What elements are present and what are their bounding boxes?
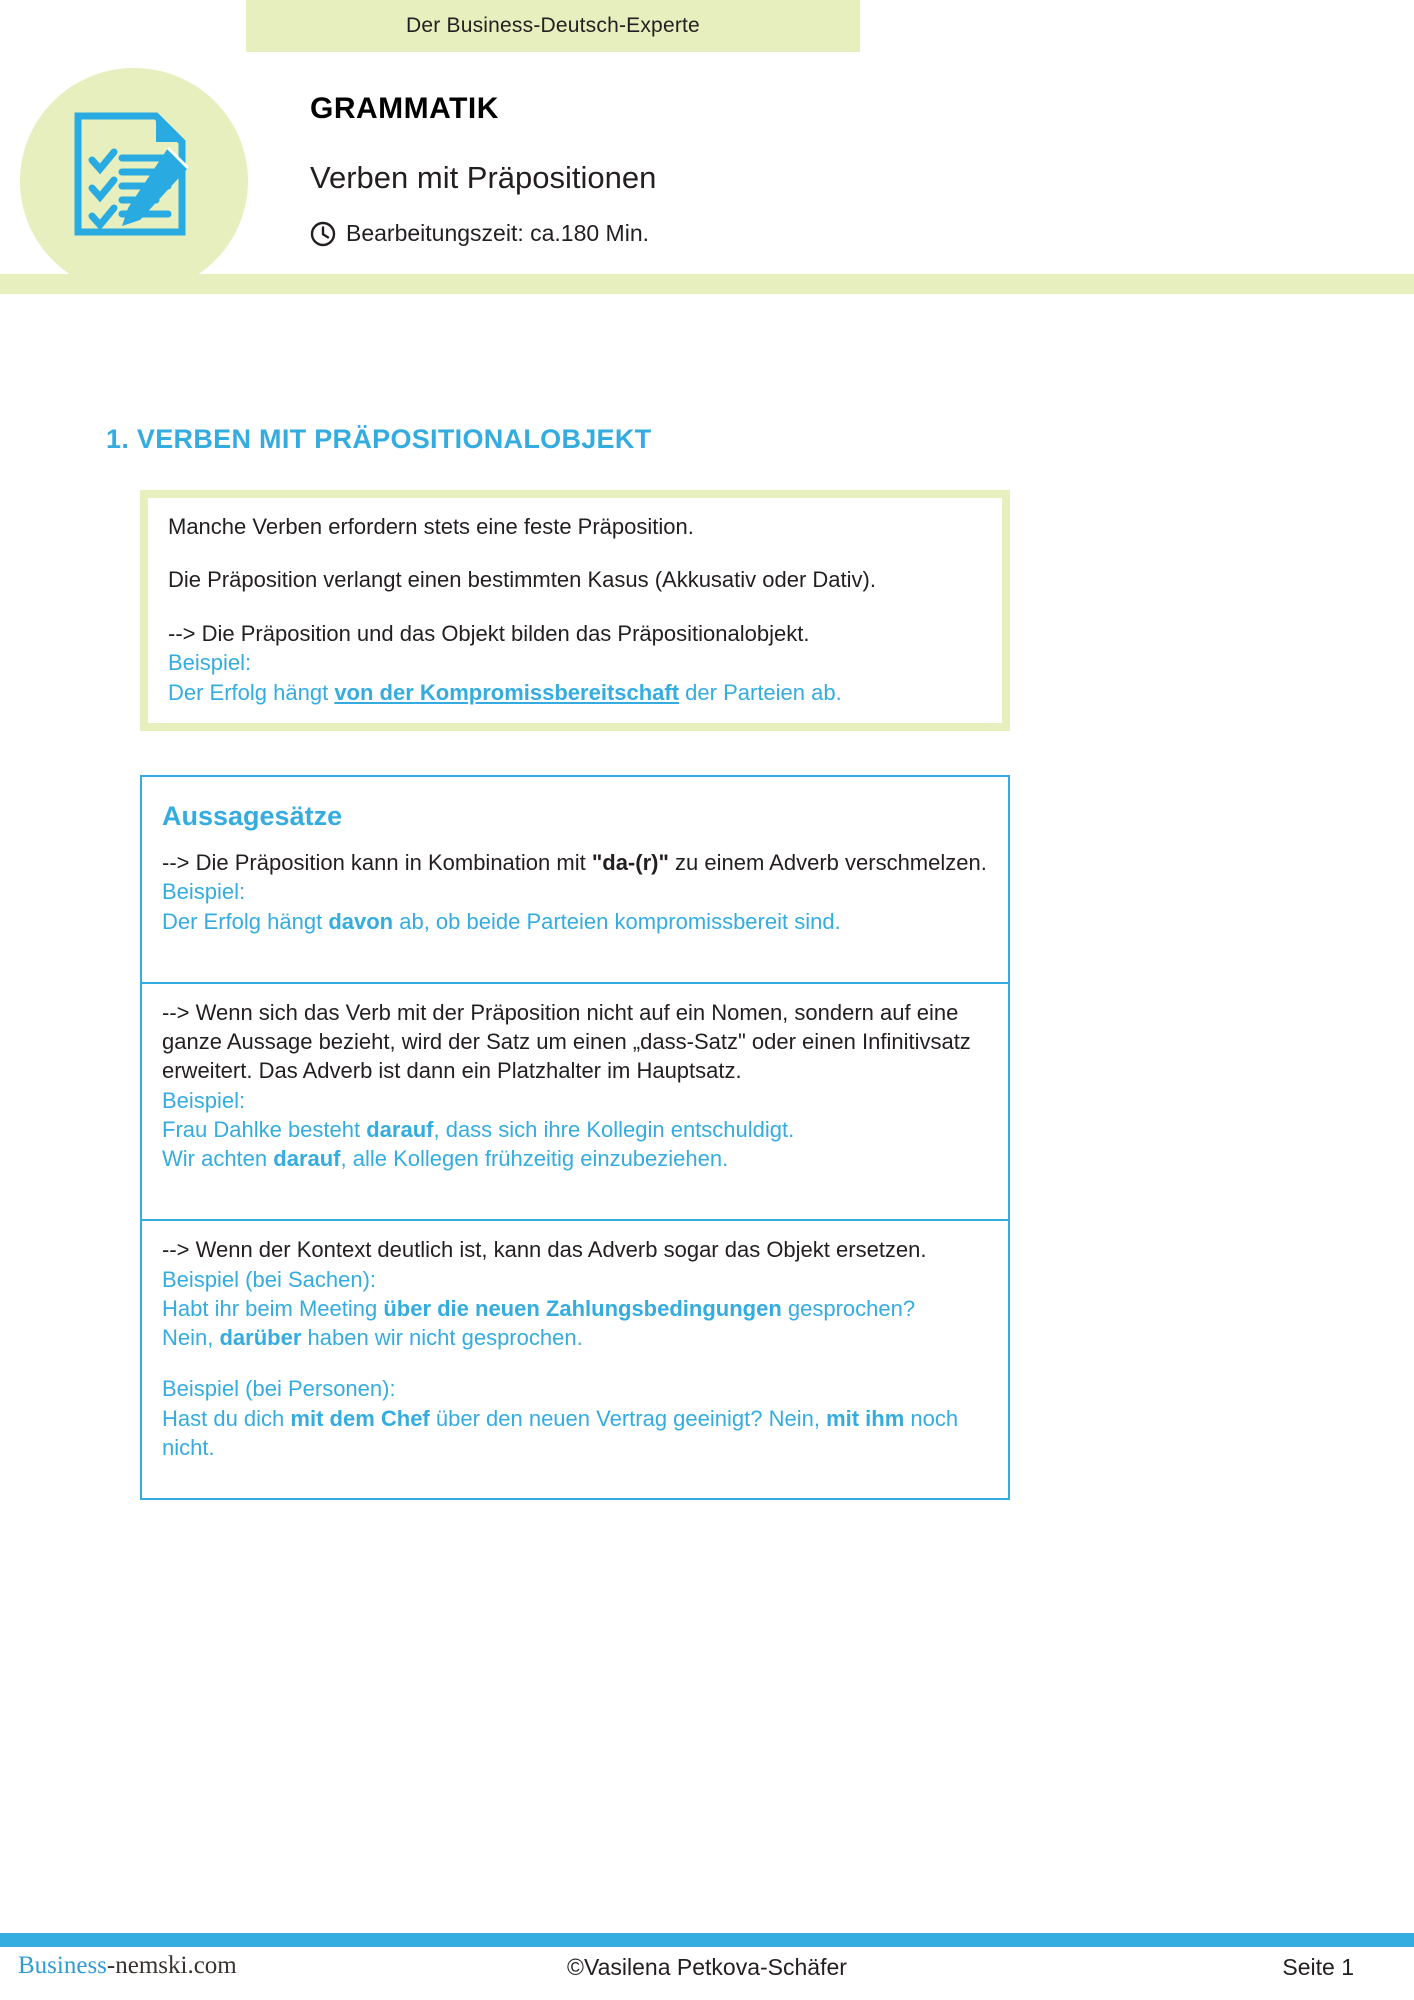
block1-example-label: Beispiel: xyxy=(162,879,246,905)
block2-example1-highlight: darauf xyxy=(366,1116,434,1142)
header-divider-rule xyxy=(0,274,1414,294)
brand-band xyxy=(246,0,860,52)
block3-sachen-q-pre: Habt ihr beim Meeting xyxy=(162,1295,384,1321)
site-logo-blue: Business xyxy=(18,1952,107,1979)
statements-block-2 xyxy=(142,982,1008,1210)
green-rule-line-2: Die Präposition verlangt einen bestimmten Kasus (Akkusativ oder Dativ). xyxy=(168,567,876,593)
block2-example2-pre: Wir achten xyxy=(162,1146,274,1171)
footer-copyright: ©Vasilena Petkova-Schäfer xyxy=(567,1954,847,1980)
block3-personen-post: noch nicht. xyxy=(162,1405,959,1460)
block3-personen-sentence xyxy=(162,1404,988,1463)
block2-example1-pre: Frau Dahlke besteht xyxy=(162,1116,367,1142)
block1-example-post: ab, ob beide Parteien kompromissbereit sind. xyxy=(393,908,841,934)
block3-personen-pre: Hast du dich xyxy=(162,1405,291,1431)
statements-block-3 xyxy=(142,1219,1008,1498)
block2-example-sentence-2 xyxy=(162,1144,988,1173)
block1-spacer xyxy=(162,936,988,964)
checklist-pencil-icon xyxy=(64,104,204,244)
block3-sachen-label: Beispiel (bei Sachen): xyxy=(162,1266,377,1292)
rule-box-green xyxy=(140,490,1010,731)
header-text-group xyxy=(310,92,1210,247)
block2-rule: --> Wenn sich das Verb mit der Präposition nicht auf ein Nomen, sondern auf eine ganze Aussage bezieht, wird der Satz um einen „dass-Satz" oder einen Infinitivsatz erweitert. Das Adverb ist dann ein Platzhalter im Hauptsatz. xyxy=(162,999,971,1084)
block3-sachen-a-highlight: darüber xyxy=(219,1325,302,1350)
block3-sachen-a-pre: Nein, xyxy=(162,1325,220,1350)
site-logo-dark: -nemski.com xyxy=(106,1952,237,1979)
statements-box-blue xyxy=(140,775,1010,1500)
footer-divider-rule xyxy=(0,1933,1414,1947)
block3-personen-highlight-2: mit ihm xyxy=(826,1405,905,1431)
page-title: Verben mit Präpositionen xyxy=(310,160,657,195)
block1-rule-highlight: "da-(r)" xyxy=(591,850,669,875)
statements-box-title: Aussagesätze xyxy=(162,801,343,831)
block1-rule-pre: --> Die Präposition kann in Kombination mit xyxy=(162,850,592,875)
block3-sachen-q-post: gesprochen? xyxy=(781,1295,916,1321)
block2-example2-post: , alle Kollegen frühzeitig einzubeziehen. xyxy=(340,1146,729,1171)
green-example-label: Beispiel: xyxy=(168,650,252,676)
green-rule-line-1: Manche Verben erfordern stets eine feste Präposition. xyxy=(168,514,694,539)
block2-example-label: Beispiel: xyxy=(162,1087,246,1113)
block3-rule: --> Wenn der Kontext deutlich ist, kann das Adverb sogar das Objekt ersetzen. xyxy=(162,1237,927,1263)
block2-spacer xyxy=(162,1173,988,1201)
page-footer xyxy=(0,1952,1414,2000)
block2-example-sentence-1 xyxy=(162,1115,988,1144)
block2-example1-post: , dass sich ihre Kollegin entschuldigt. xyxy=(433,1116,795,1142)
block2-example2-highlight: darauf xyxy=(273,1146,341,1171)
block3-sachen-answer xyxy=(162,1323,988,1352)
statements-block-1 xyxy=(142,848,1008,972)
block3-sachen-question xyxy=(162,1294,988,1323)
block3-personen-highlight-1: mit dem Chef xyxy=(290,1405,430,1431)
green-example-highlight: von der Kompromissbereitschaft xyxy=(334,679,680,705)
block3-personen-mid: über den neuen Vertrag geeinigt? Nein, xyxy=(429,1405,827,1431)
green-example-pre: Der Erfolg hängt xyxy=(168,679,335,705)
block1-example-pre: Der Erfolg hängt xyxy=(162,908,329,934)
block3-personen-label: Beispiel (bei Personen): xyxy=(162,1376,396,1402)
processing-time xyxy=(310,220,1210,247)
green-example-post: der Parteien ab. xyxy=(679,679,842,705)
brand-band-label: Der Business-Deutsch-Experte xyxy=(406,14,700,37)
block1-rule xyxy=(162,848,988,877)
document-kicker: GRAMMATIK xyxy=(310,92,499,125)
clock-icon xyxy=(310,221,336,247)
green-rule-line-3: --> Die Präposition und das Objekt bilden das Präpositionalobjekt. xyxy=(168,620,810,646)
green-example-sentence xyxy=(168,678,982,707)
block1-example-sentence xyxy=(162,907,988,936)
block3-sachen-q-highlight: über die neuen Zahlungsbedingungen xyxy=(383,1295,782,1321)
block1-rule-post: zu einem Adverb verschmelzen. xyxy=(668,850,987,875)
block3-sachen-a-post: haben wir nicht gesprochen. xyxy=(301,1325,583,1350)
footer-page-number: Seite 1 xyxy=(1282,1954,1354,1980)
section-heading: 1. VERBEN MIT PRÄPOSITIONALOBJEKT xyxy=(106,424,652,454)
processing-time-label: Bearbeitungszeit: ca.180 Min. xyxy=(346,220,650,246)
block1-example-highlight: davon xyxy=(328,908,394,934)
block3-spacer xyxy=(162,1462,988,1490)
